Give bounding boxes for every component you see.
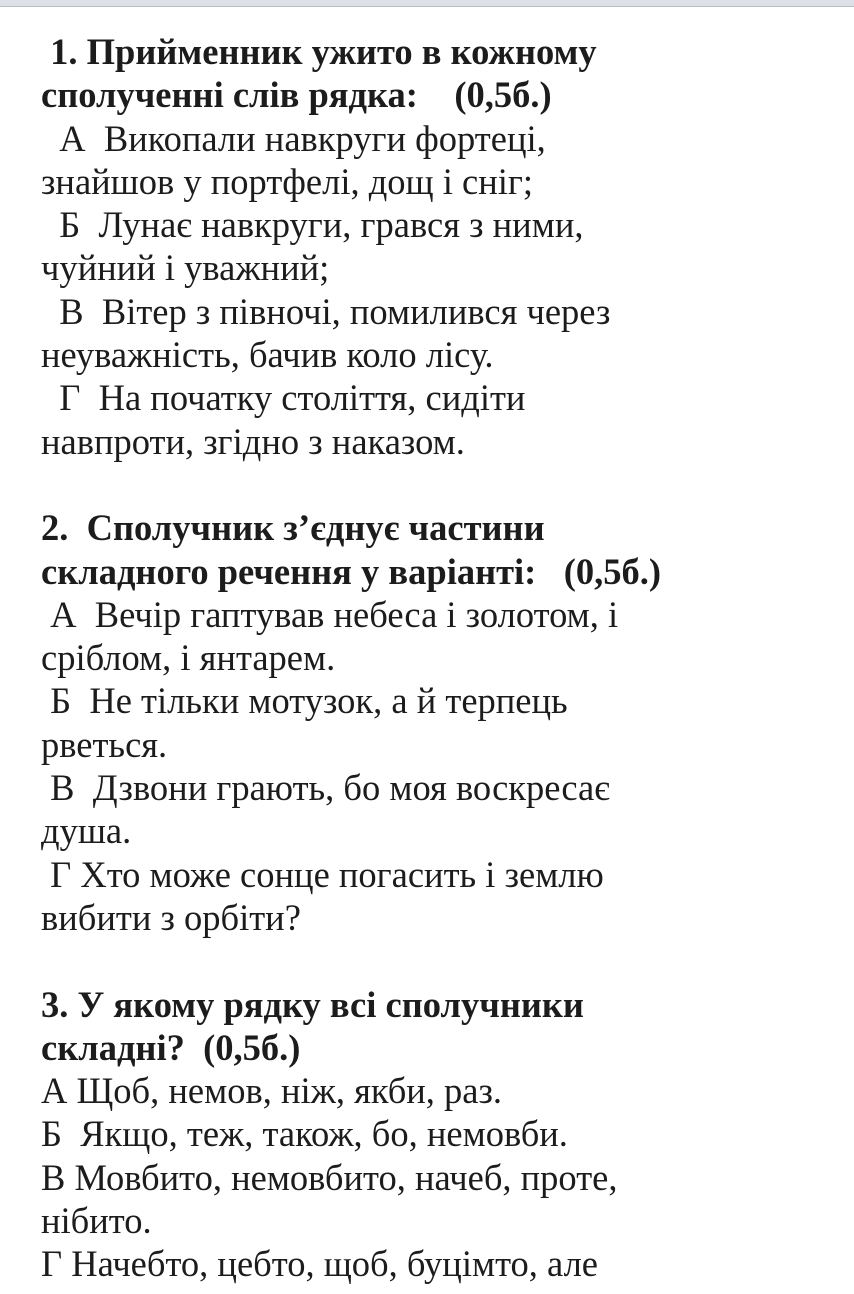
question-3-heading-line-1: 3. У якому рядку всі сполучники [41,983,584,1025]
question-3-option-a: А Щоб, немов, ніж, якби, раз. [41,1070,503,1112]
question-2-option-c-line-1: В Дзвони грають, бо моя воскресає [41,767,610,809]
document-text [41,30,841,1286]
question-2-option-b-line-1: Б Не тільки мотузок, а й терпець [41,680,568,722]
question-1-option-a-line-1: А Викопали навкруги фортеці, [41,117,546,159]
question-spacer [41,463,841,506]
question-1-option-c-line-1: В Вітер з півночі, помилився через [41,290,611,332]
question-2-option-c-line-2: душа. [41,810,132,852]
question-1-option-d-line-1: Г На початку століття, сидіти [41,377,526,419]
question-2-option-d-line-1: Г Хто може сонце погасить і землю [41,853,604,895]
top-edge-bar [0,0,854,7]
question-2-option-b-line-2: рветься. [41,723,168,765]
question-3-heading-line-2: складні? (0,5б.) [41,1026,301,1068]
question-1-heading-line-1: 1. Прийменник ужито в кожному [41,31,597,72]
question-3-option-d: Г Начебто, цебто, щоб, буцімто, але [41,1243,598,1285]
question-1-option-a-line-2: знайшов у портфелі, дощ і сніг; [41,160,534,202]
question-2-option-a-line-1: А Вечір гаптував небеса і золотом, і [41,593,619,635]
question-2-heading-line-1: 2. Сполучник з’єднує частини [41,507,545,549]
question-1-option-b-line-1: Б Лунає навкруги, грався з ними, [41,204,584,246]
question-1-option-d-line-2: навпроти, згідно з наказом. [41,420,465,462]
question-1-option-b-line-2: чуйний і уважний; [41,247,330,289]
question-3-option-c-line-1: В Мовбито, немовбито, начеб, проте, [41,1156,618,1198]
question-1-heading-line-2: сполученні слів рядка: (0,5б.) [41,74,552,116]
question-spacer [41,939,841,982]
question-3-option-b: Б Якщо, теж, також, бо, немовби. [41,1113,568,1155]
question-2 [41,506,841,939]
question-2-option-d-line-2: вибити з орбіти? [41,896,301,938]
question-3 [41,983,841,1286]
question-2-option-a-line-2: сріблом, і янтарем. [41,637,336,679]
question-1-option-c-line-2: неуважність, бачив коло лісу. [41,334,494,376]
question-1 [41,30,841,463]
question-2-heading-line-2: складного речення у варіанті: (0,5б.) [41,550,662,592]
question-3-option-c-line-2: нібито. [41,1200,152,1242]
